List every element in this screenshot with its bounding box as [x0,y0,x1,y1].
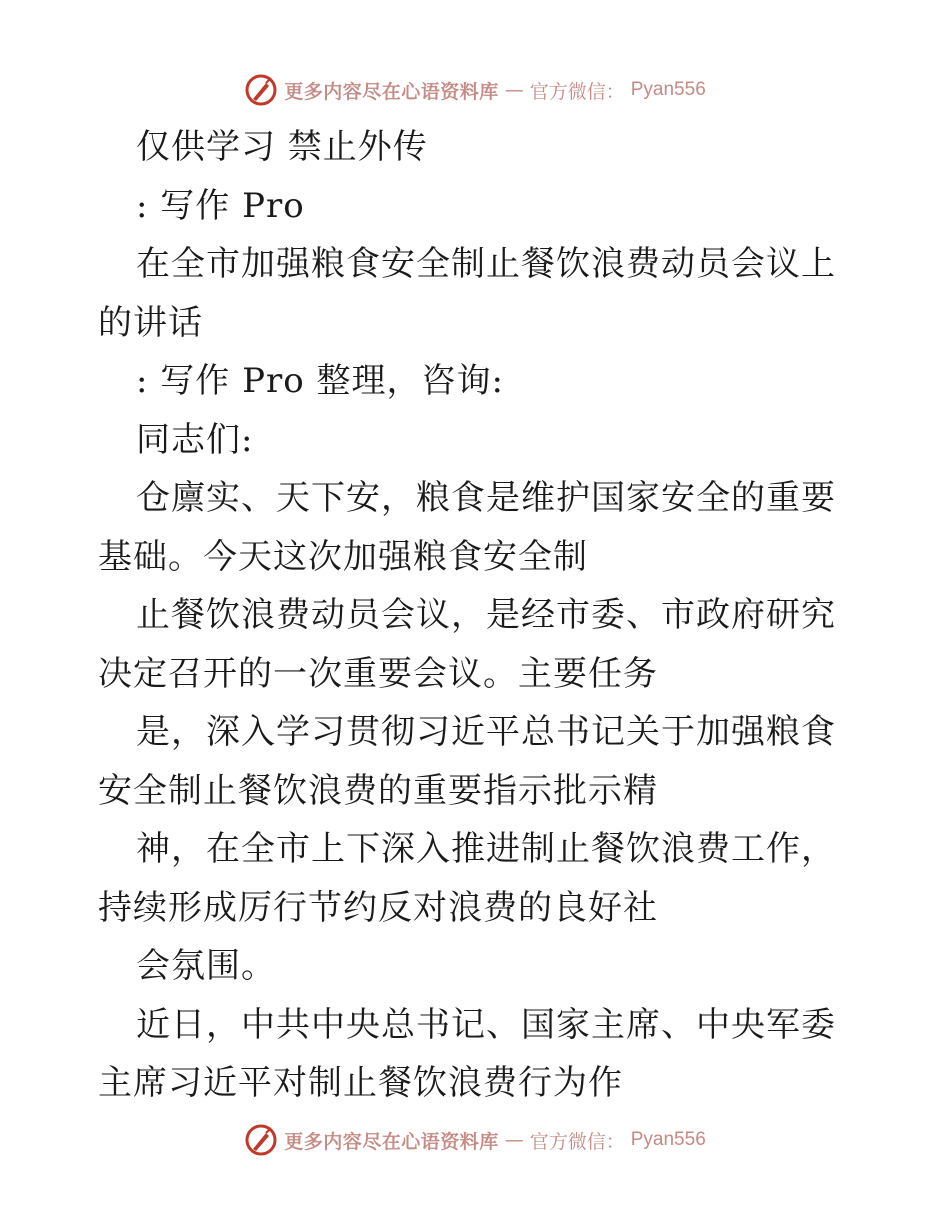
watermark-wechat-label: 官方微信： [529,80,625,103]
doc-line: : 写作 Pro 整理，咨询: [136,361,504,401]
watermark-site: 更多内容尽在心语资料库 [284,1130,499,1153]
watermark-footer [0,1120,950,1160]
doc-paragraph: 会氛围。 [136,946,276,986]
document-body [98,118,858,1113]
watermark-wechat-id: Pyan556 [630,1129,706,1150]
doc-line: : 写作 Pro [136,185,305,226]
quill-logo-icon [244,73,278,107]
watermark-site: 更多内容尽在心语资料库 [284,80,499,103]
doc-paragraph: 近日，中共中央总书记、国家主席、中央军委主席习近平对制止餐饮浪费行为作 [98,1004,836,1103]
doc-salutation: 同志们: [136,419,254,460]
watermark-wechat-id: Pyan556 [630,79,706,100]
watermark-separator: — [504,1129,524,1151]
watermark-wechat-label: 官方微信： [529,1130,625,1153]
doc-line: 仅供学习 禁止外传 [136,127,428,167]
watermark-separator: — [504,79,524,101]
doc-paragraph: 神，在全市上下深入推进制止餐饮浪费工作，持续形成厉行节约反对浪费的良好社 [98,829,836,928]
doc-paragraph: 止餐饮浪费动员会议，是经市委、市政府研究决定召开的一次重要会议。主要任务 [98,595,836,694]
doc-paragraph: 是，深入学习贯彻习近平总书记关于加强粮食安全制止餐饮浪费的重要指示批示精 [98,712,836,811]
doc-paragraph: 仓廪实、天下安，粮食是维护国家安全的重要基础。今天这次加强粮食安全制 [98,478,836,577]
watermark-header [0,70,950,110]
doc-title: 在全市加强粮食安全制止餐饮浪费动员会议上的讲话 [98,244,836,343]
quill-logo-icon [244,1123,278,1157]
